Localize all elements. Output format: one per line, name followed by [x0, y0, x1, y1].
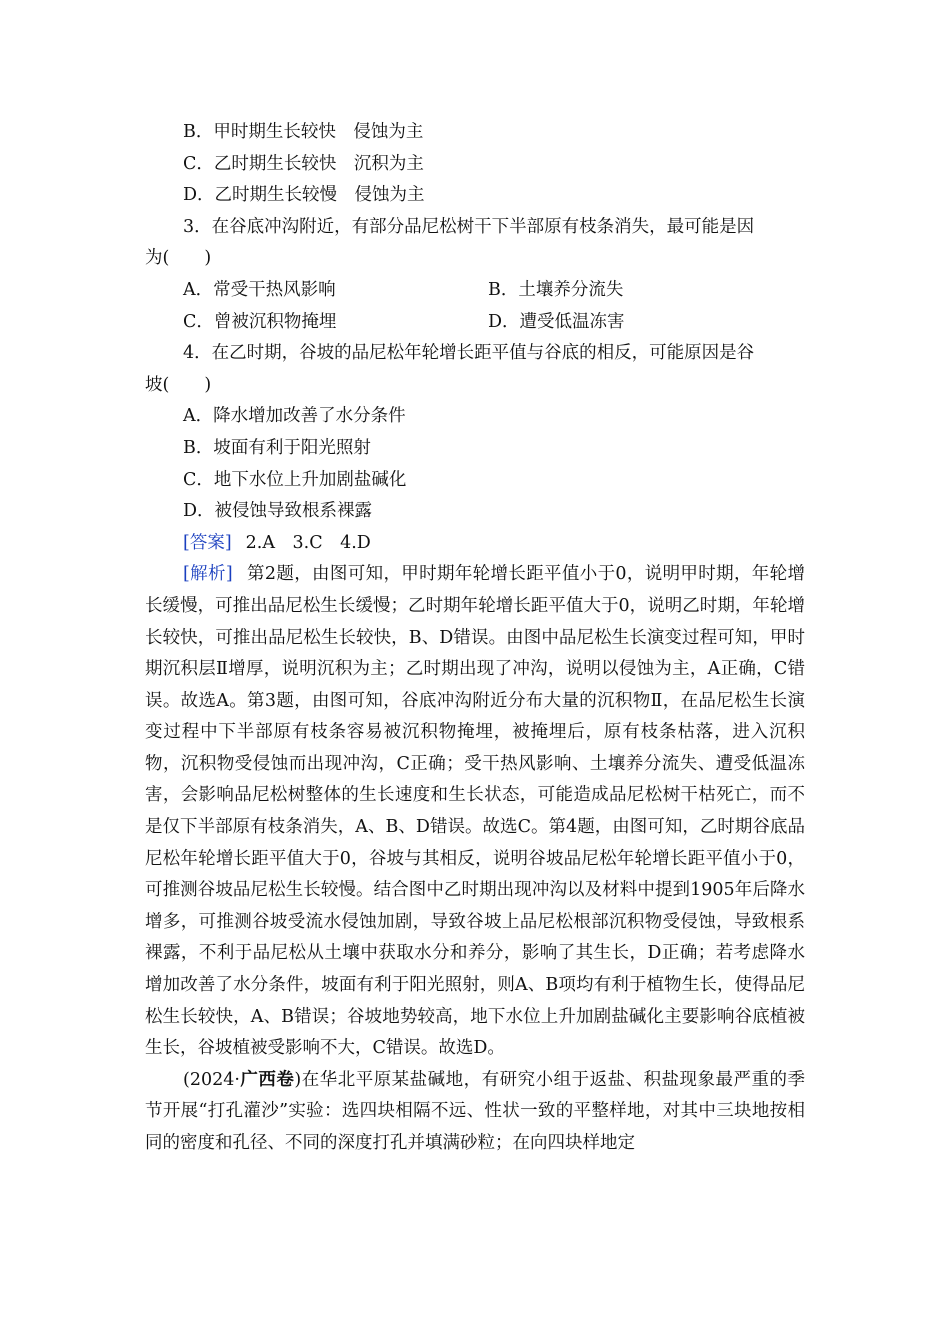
- q3-options-row1: [145, 275, 805, 307]
- q4-stem-line2: 坡( ): [145, 374, 212, 395]
- q2-option-d: D．乙时期生长较慢 侵蚀为主: [183, 185, 425, 206]
- q4-option-b: B．坡面有利于阳光照射: [183, 437, 371, 458]
- q3-option-d: D．遭受低温冻害: [488, 311, 625, 332]
- q4-option-a: A．降水增加改善了水分条件: [183, 406, 406, 427]
- q3-stem-line1: 3．在谷底冲沟附近，有部分品尼松树干下半部原有枝条消失，最可能是因: [183, 216, 755, 237]
- answer-line: [145, 528, 805, 560]
- q3-option-a: A．常受干热风影响: [183, 279, 336, 300]
- q3-option-b: B．土壤养分流失: [488, 279, 624, 300]
- source-prefix: (2024·: [183, 1069, 240, 1090]
- answer-text: 2.A 3.C 4.D: [245, 532, 371, 553]
- analysis-tag: [解析]: [183, 564, 233, 585]
- q4-option-d: D．被侵蚀导致根系裸露: [183, 501, 373, 522]
- document-content: [145, 117, 805, 1160]
- q2-option-b: B．甲时期生长较快 侵蚀为主: [183, 122, 424, 142]
- q2-option-c: C．乙时期生长较快 沉积为主: [183, 153, 424, 174]
- q3-stem-line2: 为( ): [145, 248, 212, 269]
- next-question-paragraph: [145, 1065, 805, 1160]
- q3-option-c: C．曾被沉积物掩埋: [183, 311, 337, 332]
- q4-option-c: C．地下水位上升加剧盐碱化: [183, 469, 407, 490]
- source-suffix: ): [294, 1069, 302, 1090]
- q4-stem-line1: 4．在乙时期，谷坡的品尼松年轮增长距平值与谷底的相反，可能原因是谷: [183, 343, 755, 364]
- analysis-text: 第2题，由图可知，甲时期年轮增长距平值小于0，说明甲时期，年轮增长缓慢，可推出品尼松生长缓慢；乙时期年轮增长距平值大于0，说明乙时期，年轮增长较快，可推出品尼松生长较快，B、D错误。由图中品尼松生长演变过程可知，甲时期沉积层Ⅱ增厚，说明沉积为主；乙时期出现了冲沟，说明以侵蚀为主，A正确，C错误。故选A。第3题，由图可知，谷底冲沟附近分布大量的沉积物Ⅱ，在品尼松生长演变过程中下半部原有枝条容易被沉积物掩埋，被掩埋后，原有枝条枯落，进入沉积物，沉积物受侵蚀而出现冲沟，C正确；受干热风影响、土壤养分流失、遭受低温冻害，会影响品尼松树整体的生长速度和生长状态，可能造成品尼松树干枯死亡，而不是仅下半部原有枝条消失，A、B、D错误。故选C。第4题，由图可知，乙时期谷底品尼松年轮增长距平值大于0，谷坡与其相反，说明谷坡品尼松年轮增长距平值小于0，可推测谷坡品尼松生长较慢。结合图中乙时期出现冲沟以及材料中提到1905年后降水增多，可推测谷坡受流水侵蚀加剧，导致谷坡上品尼松根部沉积物受侵蚀，导致根系裸露，不利于品尼松从土壤中获取水分和养分，影响了其生长，D正确；若考虑降水增加改善了水分条件，坡面有利于阳光照射，则A、B项均有利于植物生长，使得品尼松生长较快，A、B错误；谷坡地势较高，地下水位上升加剧盐碱化主要影响谷底植被生长，谷坡植被受影响不大，C错误。故选D。: [145, 564, 805, 1059]
- analysis-paragraph: [145, 559, 805, 1065]
- q3-options-row2: [145, 307, 805, 339]
- source-name: 广西卷: [239, 1069, 295, 1090]
- next-question-text: 在华北平原某盐碱地，有研究小组于返盐、积盐现象最严重的季节开展“打孔灌沙”实验：选四块相隔不远、性状一致的平整样地，对其中三块地按相同的密度和孔径、不同的深度打孔并填满砂粒；在向四块样地定: [145, 1069, 805, 1153]
- answer-tag: [答案]: [183, 532, 232, 553]
